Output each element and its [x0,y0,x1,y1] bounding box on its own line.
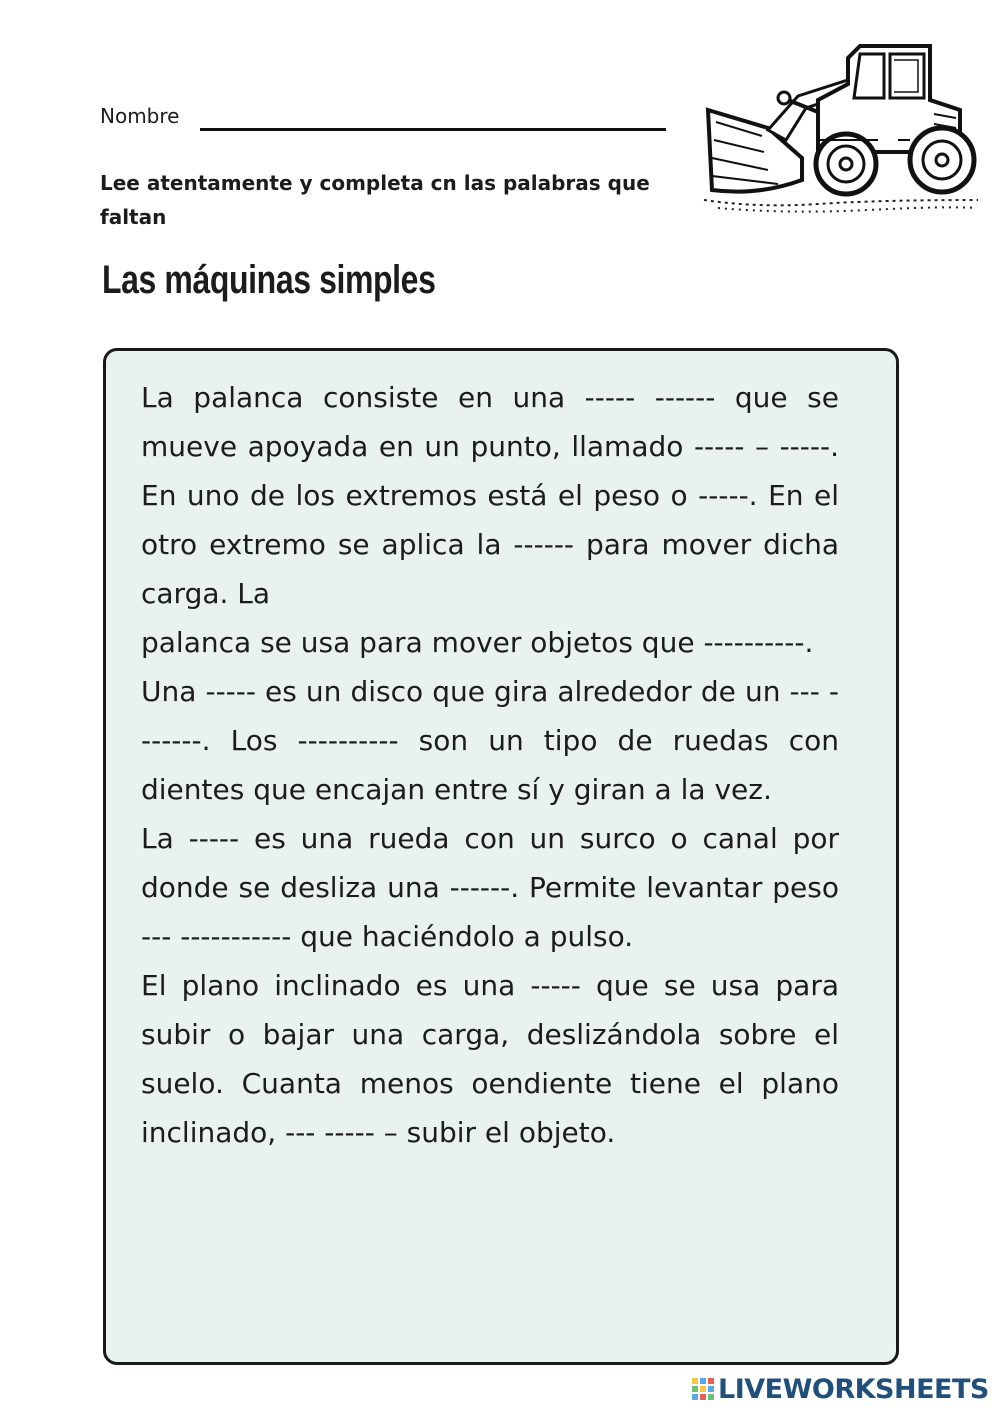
liveworksheets-logo[interactable] [690,1374,990,1406]
rear-wheel [910,128,974,192]
paragraph-rueda: Una ----- es un disco que gira alrededor de un --- -------. Los ---------- son un tipo de ruedas con dientes que encajan entre sí y giran a la vez. [141,675,839,806]
page-title: Las máquinas simples [102,258,436,302]
reading-text-box [103,348,899,1365]
instructions: Lee atentamente y completa cn las palabras que faltan [100,171,650,229]
name-row [100,100,666,132]
paragraph-polea: La ----- es una rueda con un surco o canal por donde se desliza una ------. Permite levantar peso --- ----------- que haciéndolo a pulso. [141,822,839,953]
paragraph-palanca: La palanca consiste en una ----- ------ que se mueve apoyada en un punto, llamado ----- – -----. En uno de los extremos está el peso o -----. En el otro extremo se aplica la ------ para mover dicha carga. La [141,381,839,610]
brand-name: LIVEWORKSHEETS [718,1374,989,1405]
front-wheel [816,134,876,194]
paragraph-plano-inclinado: El plano inclinado es una ----- que se usa para subir o bajar una carga, deslizándola sobre el suelo. Cuanta menos oendiente tiene el plano inclinado, --- ----- – subir el objeto. [141,969,839,1149]
paragraph-palanca-uso: palanca se usa para mover objetos que ----------. [141,626,814,659]
liveworksheets-grid-icon [692,1378,714,1400]
name-label: Nombre [100,104,180,128]
name-field[interactable] [200,128,666,131]
wheel-loader-illustration [698,40,982,216]
